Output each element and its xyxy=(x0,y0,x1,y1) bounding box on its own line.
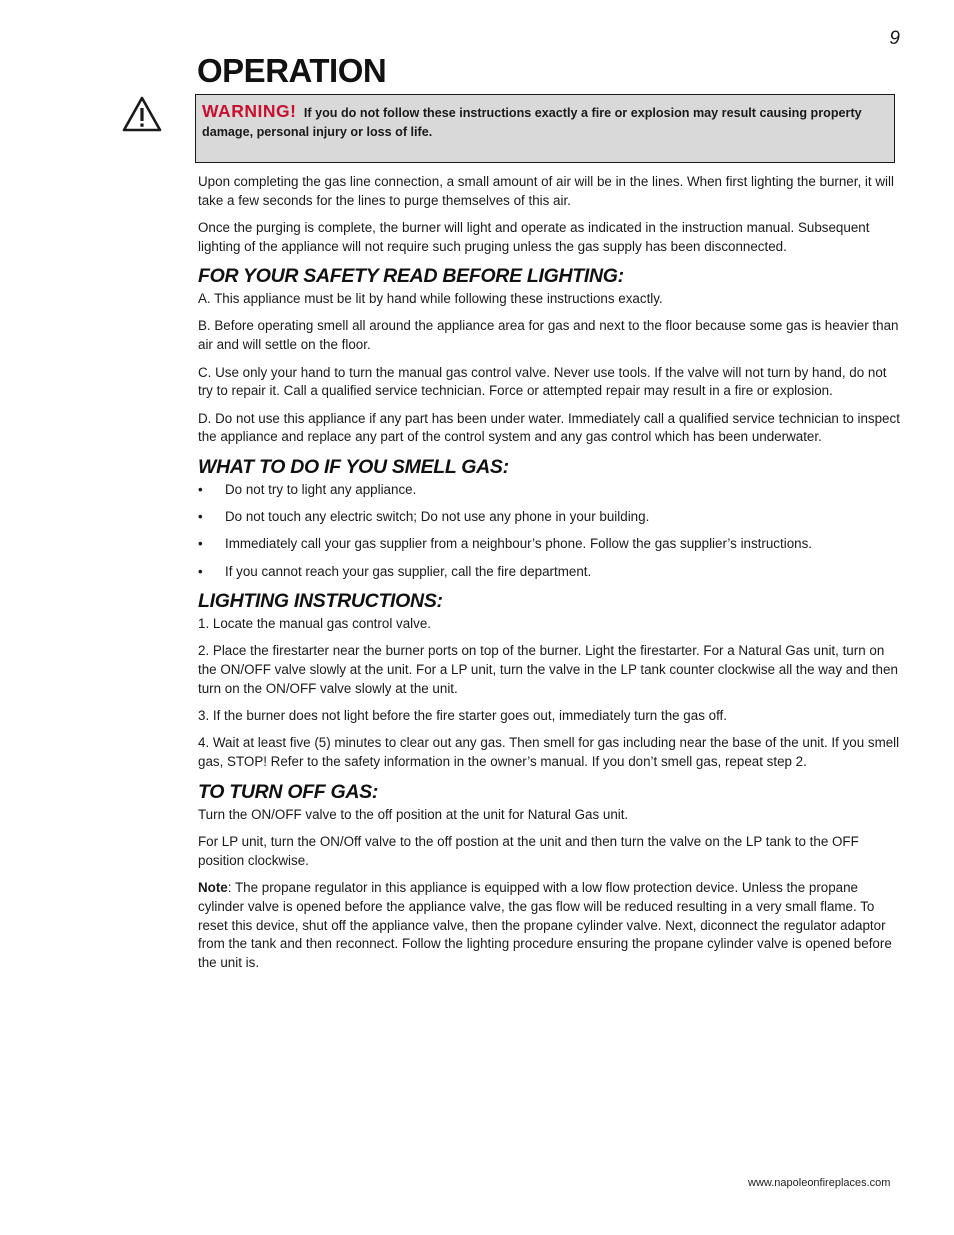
list-item: • Immediately call your gas supplier from a neighbour’s phone. Follow the gas supplier’s instructions. xyxy=(198,535,902,554)
safety-item: A. This appliance must be lit by hand while following these instructions exactly. xyxy=(198,291,663,307)
safety-item: D. Do not use this appliance if any part has been under water. Immediately call a qualified service technician to inspect the appliance and replace any part of the control system and any gas control which has been underwater. xyxy=(198,410,900,445)
bullet-icon: • xyxy=(198,481,203,497)
smell-gas-list xyxy=(198,481,902,582)
bullet-icon: • xyxy=(198,563,203,579)
safety-item: C. Use only your hand to turn the manual gas control valve. Never use tools. If the valve will not turn by hand, do not try to repair it. Call a qualified service technician. Force or attempted repair may result in a fire or explosion. xyxy=(198,364,887,399)
page-title: OPERATION xyxy=(197,52,387,89)
page-number: 9 xyxy=(889,28,900,49)
warning-label: WARNING! xyxy=(202,101,297,121)
warning-box xyxy=(195,94,895,163)
safety-item: B. Before operating smell all around the appliance area for gas and next to the floor because some gas is heavier than air and will settle on the floor. xyxy=(198,318,899,353)
lighting-heading: LIGHTING INSTRUCTIONS: xyxy=(198,589,443,612)
lighting-step: 1. Locate the manual gas control valve. xyxy=(198,615,431,631)
note-label: Note xyxy=(198,879,228,895)
smell-gas-heading: WHAT TO DO IF YOU SMELL GAS: xyxy=(198,455,509,478)
list-item: • If you cannot reach your gas supplier, call the fire department. xyxy=(198,563,902,582)
warning-text: If you do not follow these instructions exactly a fire or explosion may result causing property damage, personal injury or loss of life. xyxy=(202,106,862,139)
turn-off-paragraph: Turn the ON/OFF valve to the off position at the unit for Natural Gas unit. xyxy=(198,806,629,822)
note-text: : The propane regulator in this appliance is equipped with a low flow protection device. Unless the propane cylinder valve is opened before the appliance valve, the gas flow will be reduced resulting in a very small flame. To reset this device, shut off the appliance valve, then the propane cylinder valve. Next, diconnect the regulator adaptor from the tank and then reconnect. Follow the lighting procedure ensuring the propane cylinder valve is opened before the unit is. xyxy=(198,879,892,971)
warning-triangle-icon xyxy=(122,96,162,132)
note-paragraph xyxy=(198,879,902,973)
turn-off-paragraph: For LP unit, turn the ON/Off valve to the off postion at the unit and then turn the valve on the LP tank to the OFF position clockwise. xyxy=(198,833,859,868)
lighting-step: 3. If the burner does not light before the fire starter goes out, immediately turn the gas off. xyxy=(198,708,727,724)
turn-off-heading: TO TURN OFF GAS: xyxy=(198,780,379,803)
safety-heading: FOR YOUR SAFETY READ BEFORE LIGHTING: xyxy=(198,265,624,288)
lighting-step: 2. Place the firestarter near the burner ports on top of the burner. Light the firestarter. For a Natural Gas unit, turn on the ON/OFF valve slowly at the unit. For a LP unit, turn the valve in the LP tank counter clockwise all the way and then turn on the ON/OFF valve slowly at the unit. xyxy=(198,643,898,696)
lighting-step: 4. Wait at least five (5) minutes to clear out any gas. Then smell for gas including near the base of the unit. If you smell gas, STOP! Refer to the safety information in the owner’s manual. If you don’t smell gas, repeat step 2. xyxy=(198,735,900,770)
main-content xyxy=(198,173,902,981)
list-item: • Do not try to light any appliance. xyxy=(198,481,902,500)
intro-paragraph: Once the purging is complete, the burner will light and operate as indicated in the instruction manual. Subsequent lighting of the appliance will not require such pruging unless the gas supply has been disconnected. xyxy=(198,220,870,254)
intro-paragraph: Upon completing the gas line connection, a small amount of air will be in the lines. When first lighting the burner, it will take a few seconds for the lines to purge themselves of this air. xyxy=(198,174,894,208)
bullet-icon: • xyxy=(198,536,203,552)
footer-url: www.napoleonfireplaces.com xyxy=(748,1177,891,1189)
list-item: • Do not touch any electric switch; Do not use any phone in your building. xyxy=(198,508,902,527)
bullet-icon: • xyxy=(198,509,203,525)
